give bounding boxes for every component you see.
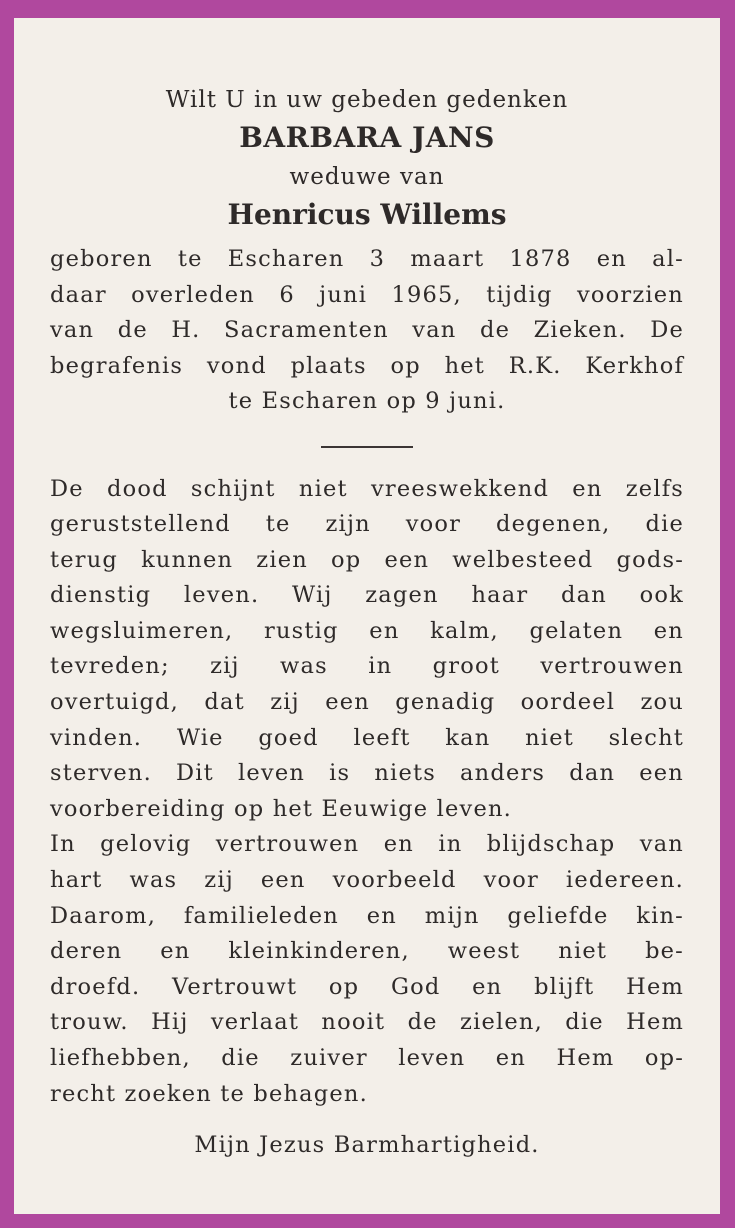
- widow-of-line: weduwe van: [289, 164, 445, 190]
- body-line: geruststellend te zijn voor degenen, die: [50, 511, 684, 538]
- body-line: vinden. Wie goed leeft kan niet slecht: [50, 724, 684, 751]
- info-line: daar overleden 6 juni 1965, tijdig voorzien: [50, 281, 684, 308]
- meditation-text: [50, 472, 684, 1113]
- body-line: liefhebben, die zuiver leven en Hem op-: [50, 1045, 684, 1071]
- card-content: [50, 84, 684, 1181]
- memorial-card: [14, 18, 720, 1214]
- body-line: overtuigd, dat zij een genadig oordeel zou: [50, 689, 684, 716]
- closing-prayer: Mijn Jezus Barmhartigheid.: [194, 1132, 540, 1159]
- body-line: terug kunnen zien op een welbesteed gods-: [50, 546, 684, 573]
- deceased-name: BARBARA JANS: [239, 121, 495, 154]
- body-line: deren en kleinkinderen, weest niet be-: [50, 938, 684, 965]
- body-line: Daarom, familieleden en mijn geliefde kin-: [50, 902, 684, 929]
- body-line: wegsluimeren, rustig en kalm, gelaten en: [50, 617, 684, 644]
- divider: [321, 446, 413, 448]
- body-line: In gelovig vertrouwen en in blijdschap van: [50, 831, 684, 858]
- body-line: recht zoeken te behagen.: [50, 1080, 368, 1107]
- life-details: [50, 242, 684, 420]
- body-line: hart was zij een voorbeeld voor iedereen.: [50, 867, 684, 894]
- info-line: te Escharen op 9 juni.: [228, 388, 506, 414]
- body-line: sterven. Dit leven is niets anders dan een: [50, 760, 684, 787]
- body-line: droefd. Vertrouwt op God en blijft Hem: [50, 973, 684, 1000]
- info-line: begrafenis vond plaats op het R.K. Kerkhof: [50, 352, 684, 379]
- info-line: van de H. Sacramenten van de Zieken. De: [50, 317, 684, 343]
- body-line: tevreden; zij was in groot vertrouwen: [50, 653, 684, 680]
- body-line: trouw. Hij verlaat nooit de zielen, die Hem: [50, 1009, 684, 1036]
- body-line: De dood schijnt niet vreeswekkend en zelfs: [50, 475, 684, 502]
- body-line: dienstig leven. Wij zagen haar dan ook: [50, 582, 684, 609]
- intro-line: Wilt U in uw gebeden gedenken: [165, 87, 569, 113]
- info-line: geboren te Escharen 3 maart 1878 en al-: [50, 246, 684, 272]
- body-line: voorbereiding op het Eeuwige leven.: [50, 795, 513, 822]
- husband-name: Henricus Willems: [227, 198, 507, 231]
